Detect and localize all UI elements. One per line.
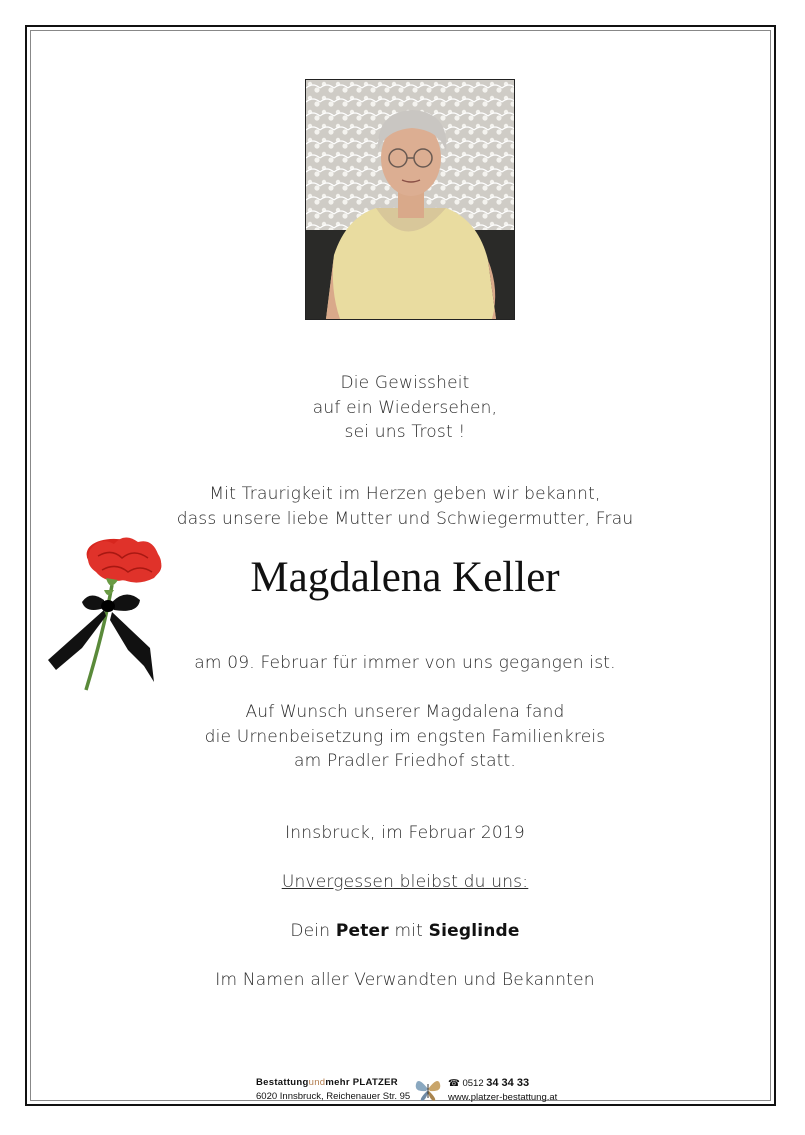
verse-block [60, 371, 750, 445]
mourner-name: Sieglinde [428, 921, 520, 941]
phone-icon: ☎ [448, 1078, 460, 1089]
verse-line: auf ein Wiedersehen, [312, 397, 498, 418]
company-address: 6020 Innsbruck, Reichenauer Str. 95 [256, 1091, 411, 1102]
mourners-block [60, 919, 750, 944]
unforgotten-heading: Unvergessen bleibst du uns: [281, 872, 529, 892]
intro-line: Mit Traurigkeit im Herzen geben wir bekannt, [209, 484, 601, 504]
phone-number: 34 34 33 [486, 1077, 530, 1089]
burial-line: die Urnenbeisetzung im engsten Familienkreis [204, 726, 606, 747]
deceased-name: Magdalena Keller [250, 554, 560, 601]
burial-block [60, 700, 750, 774]
place-date-line: Innsbruck, im Februar 2019 [285, 823, 525, 843]
phone-prefix: 0512 [462, 1078, 484, 1089]
intro-line: dass unsere liebe Mutter und Schwiegermutter, Frau [176, 508, 634, 529]
mourners-prefix: Dein [290, 921, 331, 941]
brand-part: und [308, 1077, 326, 1088]
brand-part: Bestattung [256, 1077, 309, 1088]
burial-line: Auf Wunsch unserer Magdalena fand [245, 702, 565, 722]
mourner-name: Peter [335, 921, 389, 941]
company-website[interactable]: www.platzer-bestattung.at [448, 1092, 558, 1103]
company-phone [448, 1076, 557, 1091]
intro-block [60, 482, 750, 531]
verse-line: sei uns Trost ! [344, 422, 466, 442]
place-date-block [60, 821, 750, 846]
footer [248, 1076, 578, 1106]
relatives-block [60, 968, 750, 993]
unforgotten-block [60, 870, 750, 895]
verse-line: Die Gewissheit [340, 373, 470, 393]
footer-company [256, 1076, 410, 1104]
mourners-joiner: mit [394, 921, 424, 941]
footer-contact [448, 1076, 557, 1105]
company-brand [256, 1076, 410, 1090]
portrait-photo [305, 79, 515, 320]
relatives-line: Im Namen aller Verwandten und Bekannten [215, 970, 595, 990]
death-notice-line: am 09. Februar für immer von uns gegangen ist. [194, 653, 616, 673]
burial-line: am Pradler Friedhof statt. [293, 751, 517, 771]
butterfly-icon [414, 1076, 442, 1102]
brand-part: mehr PLATZER [325, 1077, 398, 1088]
death-notice-block [60, 651, 750, 676]
